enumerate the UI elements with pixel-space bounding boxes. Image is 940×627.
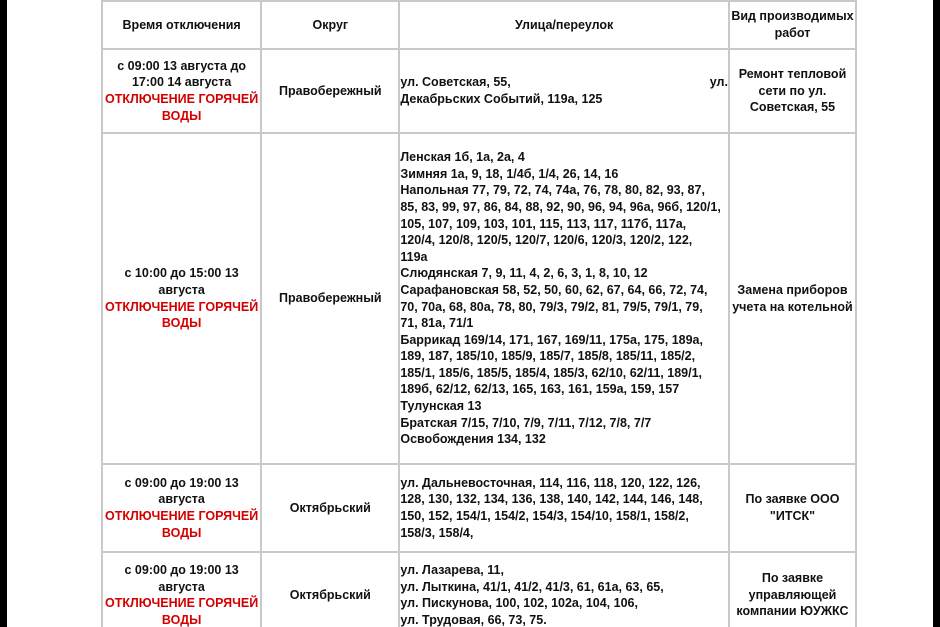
street-line: ул. Лыткина, 41/1, 41/2, 41/3, 61, 61а, 63, 65, <box>400 579 664 594</box>
street-line: Декабрьских Событий, 119а, 125 <box>400 92 603 106</box>
outage-schedule-table <box>101 0 857 627</box>
cell-time <box>102 552 261 627</box>
street-line: 150, 152, 154/1, 154/2, 154/3, 154/10, 158/1, 158/2, <box>400 509 689 523</box>
street-line: ул. Дальневосточная, 114, 116, 118, 120, 122, 126, <box>400 475 701 490</box>
header-work: Вид производимых работ <box>729 1 856 49</box>
cell-district: Правобережный <box>261 49 399 133</box>
street-line: 71, 81а, 71/1 <box>400 316 474 331</box>
street-line-head: ул. Советская, 55, <box>400 75 511 90</box>
header-district: Округ <box>261 1 399 49</box>
street-line: ул. Лазарева, 11, <box>400 563 504 577</box>
street-line: ул. Трудовая, 66, 73, 75. <box>400 612 547 627</box>
cell-time <box>102 49 261 133</box>
table-row <box>102 133 856 464</box>
document-page <box>7 0 933 627</box>
street-line: 189б, 62/12, 62/13, 165, 163, 161, 159а, 159, 157 <box>400 382 680 397</box>
hot-water-alert: ОТКЛЮЧЕНИЕ ГОРЯЧЕЙ ВОДЫ <box>105 596 259 627</box>
header-time: Время отключения <box>102 1 261 49</box>
street-line: 120/4, 120/8, 120/5, 120/7, 120/6, 120/3, 120/2, 122, <box>400 233 693 248</box>
table-row <box>102 552 856 627</box>
street-line: Братская 7/15, 7/10, 7/9, 7/11, 7/12, 7/8, 7/7 <box>400 415 652 430</box>
cell-work: По заявке ООО "ИТСК" <box>729 464 856 552</box>
cell-district: Октябрьский <box>261 464 399 552</box>
left-black-border <box>0 0 7 627</box>
header-street: Улица/переулок <box>399 1 729 49</box>
cell-time <box>102 133 261 464</box>
time-text: с 09:00 до 19:00 13 августа <box>124 475 239 507</box>
street-line: Сарафановская 58, 52, 50, 60, 62, 67, 64, 66, 72, 74, <box>400 282 708 297</box>
time-text: с 10:00 до 15:00 13 августа <box>124 266 239 297</box>
cell-street <box>399 464 729 552</box>
street-line: Ленская 1б, 1а, 2а, 4 <box>400 150 525 165</box>
cell-time <box>102 464 261 552</box>
cell-district: Октябрьский <box>261 552 399 627</box>
street-line: Баррикад 169/14, 171, 167, 169/11, 175а, 175, 189а, <box>400 332 703 347</box>
cell-street <box>399 133 729 464</box>
street-line: 128, 130, 132, 134, 136, 138, 140, 142, 144, 146, 148, <box>400 492 703 507</box>
street-line: Напольная 77, 79, 72, 74, 74а, 76, 78, 80, 82, 93, 87, <box>400 183 705 198</box>
cell-work: Замена приборов учета на котельной <box>729 133 856 464</box>
street-line-tail: ул. <box>709 75 728 90</box>
street-line: Тулунская 13 <box>400 399 482 414</box>
street-line <box>400 74 728 91</box>
street-line: 70, 70а, 68, 80а, 78, 80, 79/3, 79/2, 81, 79/5, 79/1, 79, <box>400 299 703 314</box>
street-line: 85, 83, 99, 97, 86, 84, 88, 92, 90, 96, 94, 96а, 96б, 120/1, <box>400 199 721 214</box>
cell-work: По заявке управляющей компании ЮУЖКС <box>729 552 856 627</box>
table-header-row <box>102 1 856 49</box>
cell-street <box>399 49 729 133</box>
time-text: с 09:00 13 августа до 17:00 14 августа <box>117 58 247 90</box>
street-line: Зимняя 1а, 9, 18, 1/4б, 1/4, 26, 14, 16 <box>400 166 619 181</box>
street-line: 119а <box>400 249 428 264</box>
street-line: 158/3, 158/4, <box>400 525 474 540</box>
street-line: 189, 187, 185/10, 185/9, 185/7, 185/8, 185/11, 185/2, <box>400 349 696 364</box>
right-black-border <box>933 0 940 627</box>
hot-water-alert: ОТКЛЮЧЕНИЕ ГОРЯЧЕЙ ВОДЫ <box>105 92 259 123</box>
table-row <box>102 49 856 133</box>
cell-street <box>399 552 729 627</box>
cell-district: Правобережный <box>261 133 399 464</box>
table-row <box>102 464 856 552</box>
street-line: ул. Пискунова, 100, 102, 102а, 104, 106, <box>400 596 638 611</box>
street-line: Слюдянская 7, 9, 11, 4, 2, 6, 3, 1, 8, 10, 12 <box>400 266 648 281</box>
hot-water-alert: ОТКЛЮЧЕНИЕ ГОРЯЧЕЙ ВОДЫ <box>105 509 259 540</box>
cell-work: Ремонт тепловой сети по ул. Советская, 55 <box>729 49 856 133</box>
hot-water-alert: ОТКЛЮЧЕНИЕ ГОРЯЧЕЙ ВОДЫ <box>105 299 259 331</box>
street-line: Освобождения 134, 132 <box>400 432 546 447</box>
street-line: 105, 107, 109, 103, 101, 115, 113, 117, 117б, 117а, <box>400 216 687 231</box>
time-text: с 09:00 до 19:00 13 августа <box>124 563 239 594</box>
street-line: 185/1, 185/6, 185/5, 185/4, 185/3, 62/10, 62/11, 189/1, <box>400 365 703 380</box>
